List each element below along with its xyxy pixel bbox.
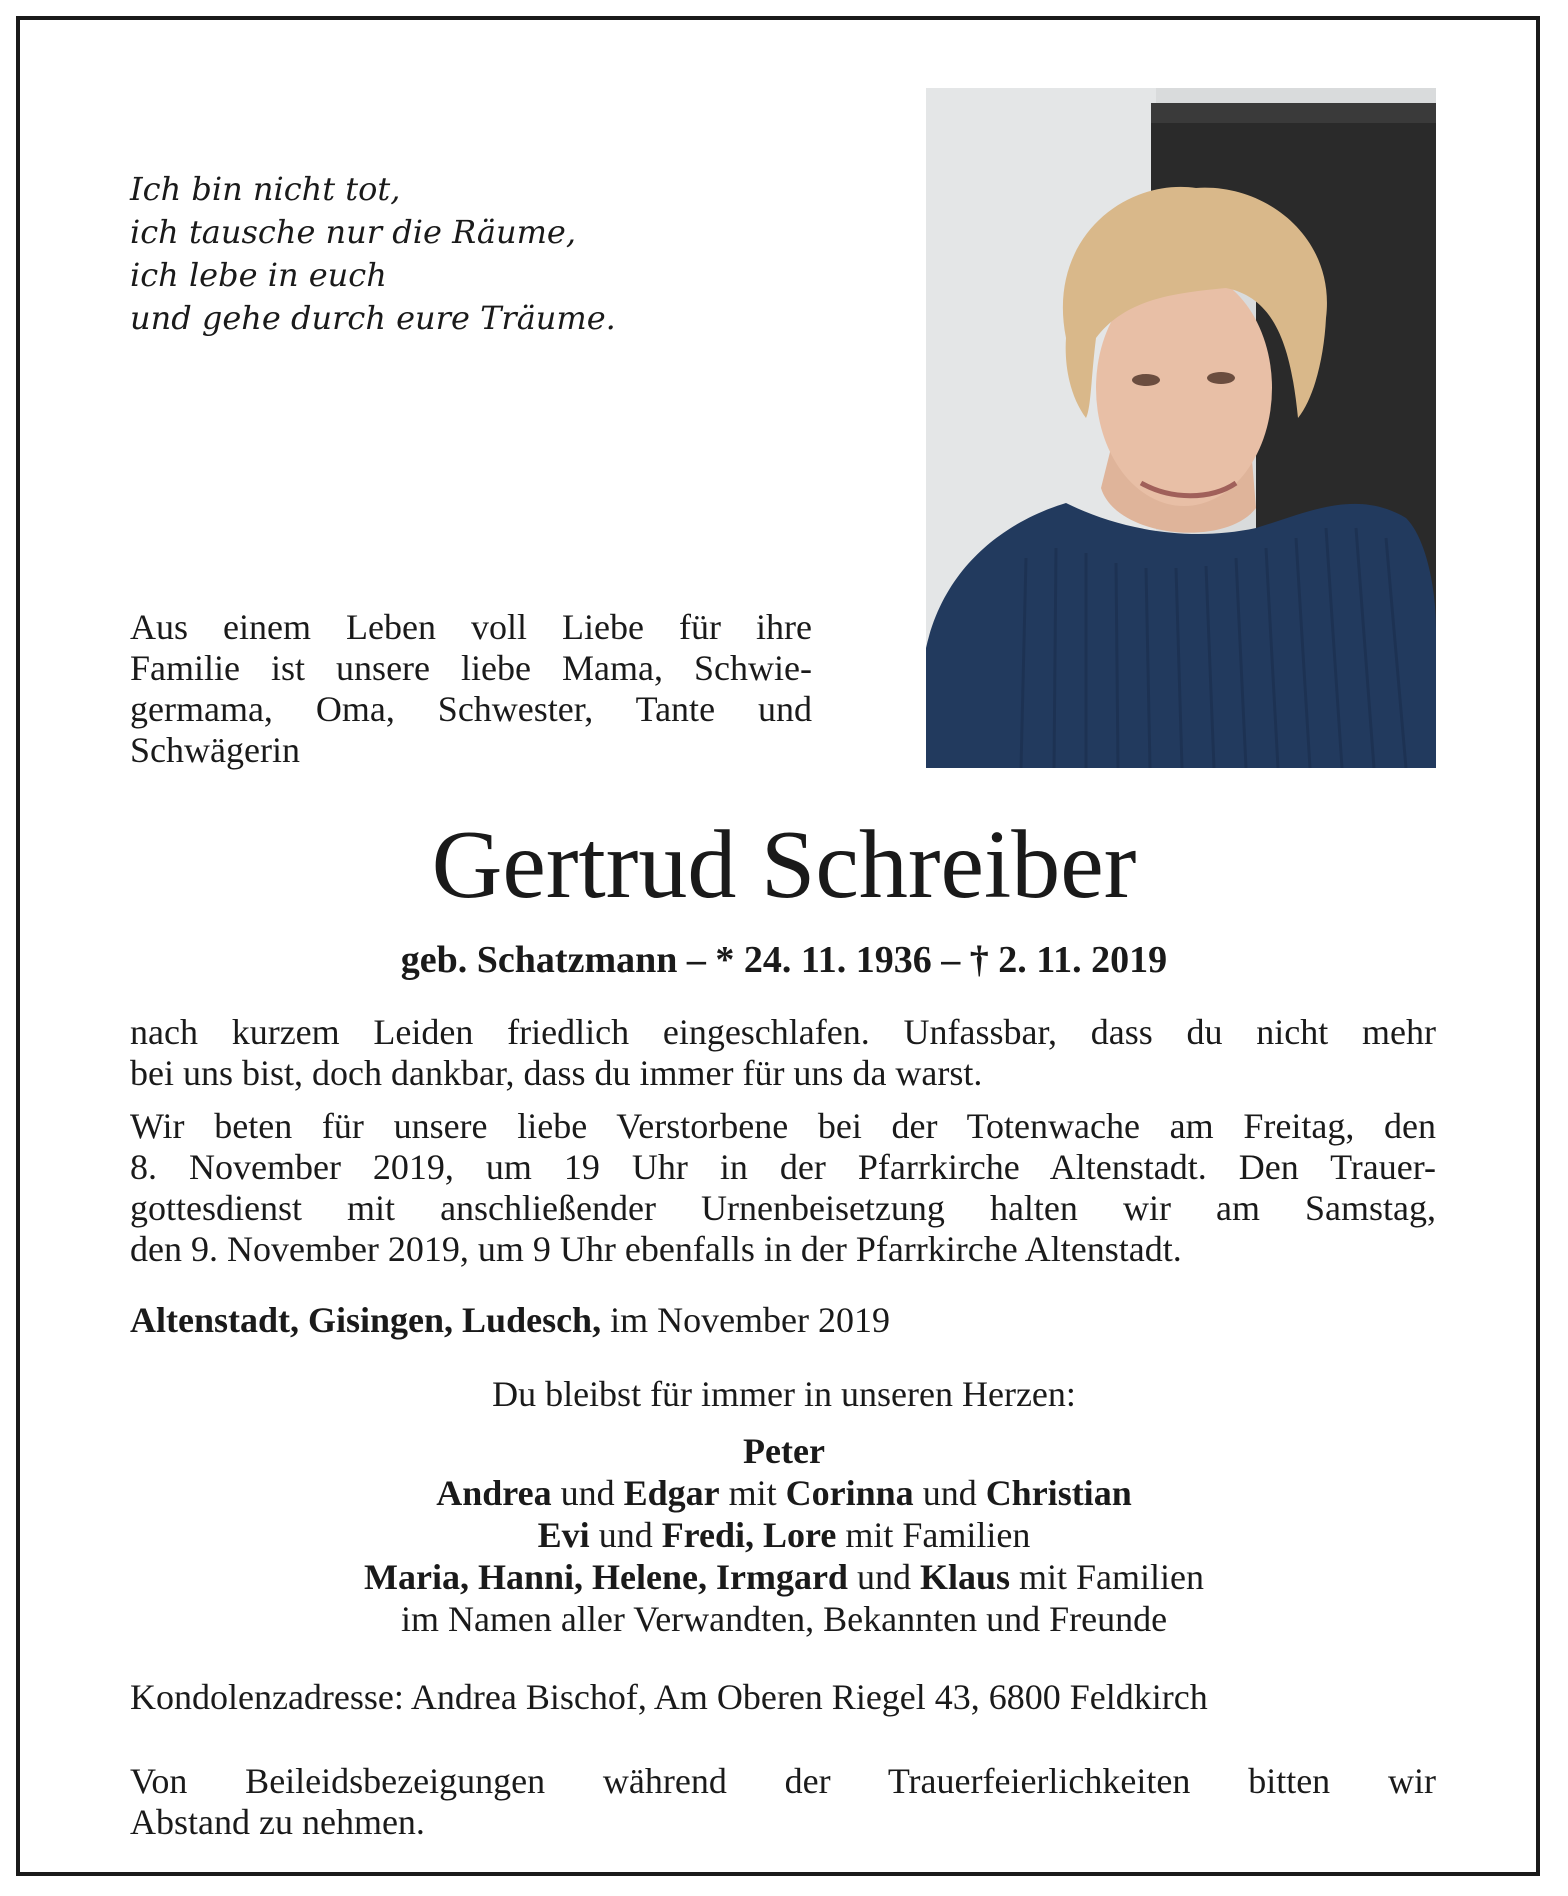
family-connector: und xyxy=(551,1473,624,1513)
family-connector: und xyxy=(589,1515,662,1555)
place-names: Altenstadt, Gisingen, Ludesch, xyxy=(130,1300,602,1340)
closing-line: Abstand zu nehmen. xyxy=(130,1802,425,1842)
paragraph-line: 8. November 2019, um 19 Uhr in der Pfarrkirche Altenstadt. Den Trauer- xyxy=(130,1147,1436,1187)
family-name: Christian xyxy=(985,1473,1132,1513)
family-name: Maria, Hanni, Helene, Irmgard xyxy=(364,1557,848,1597)
family-row xyxy=(0,1430,1568,1472)
family-name: Andrea xyxy=(436,1473,552,1513)
portrait-photo xyxy=(926,88,1436,768)
family-row xyxy=(0,1514,1568,1556)
condolence-address: Kondolenzadresse: Andrea Bischof, Am Oberen Riegel 43, 6800 Feldkirch xyxy=(130,1677,1208,1717)
intro-line: germama, Oma, Schwester, Tante und xyxy=(130,689,812,729)
paragraph-line: Wir beten für unsere liebe Verstorbene bei der Totenwache am Freitag, den xyxy=(130,1106,1436,1146)
paragraph-service xyxy=(130,1106,1436,1270)
place-date: im November 2019 xyxy=(601,1300,891,1340)
family-row xyxy=(0,1472,1568,1514)
family-connector: mit Familien xyxy=(836,1515,1031,1555)
portrait-icon xyxy=(926,88,1436,768)
family-connector: und xyxy=(847,1557,920,1597)
family-name: Peter xyxy=(743,1431,825,1471)
birth-death-dates: geb. Schatzmann – * 24. 11. 1936 – † 2. 11. 2019 xyxy=(400,939,1168,981)
poem-line: ich lebe in euch xyxy=(130,256,387,294)
family-connector: mit xyxy=(719,1473,786,1513)
family-block xyxy=(0,1373,1568,1640)
poem-line: Ich bin nicht tot, xyxy=(130,170,401,208)
place-and-date xyxy=(130,1298,1436,1342)
family-name: Fredi, Lore xyxy=(661,1515,837,1555)
family-name: Evi xyxy=(537,1515,590,1555)
family-name: Edgar xyxy=(623,1473,720,1513)
intro-line: Aus einem Leben voll Liebe für ihre xyxy=(130,607,812,647)
family-connector: mit Familien xyxy=(1010,1557,1204,1597)
paragraph-line: nach kurzem Leiden friedlich eingeschlafen. Unfassbar, dass du nicht mehr xyxy=(130,1012,1436,1052)
paragraph-line: bei uns bist, doch dankbar, dass du immer für uns da warst. xyxy=(130,1053,983,1093)
family-heading: Du bleibst für immer in unseren Herzen: xyxy=(492,1374,1076,1414)
intro-line: Familie ist unsere liebe Mama, Schwie- xyxy=(130,648,812,688)
family-row xyxy=(0,1556,1568,1598)
family-connector: und xyxy=(913,1473,986,1513)
poem-line: und gehe durch eure Träume. xyxy=(130,299,616,337)
closing-note xyxy=(130,1761,1436,1843)
poem xyxy=(130,168,750,340)
family-row: im Namen aller Verwandten, Bekannten und Freunde xyxy=(400,1599,1168,1639)
poem-line: ich tausche nur die Räume, xyxy=(130,213,577,251)
intro-line: Schwägerin xyxy=(130,730,300,770)
paragraph-line: den 9. November 2019, um 9 Uhr ebenfalls in der Pfarrkirche Altenstadt. xyxy=(130,1229,1182,1269)
paragraph-passing xyxy=(130,1012,1436,1094)
paragraph-line: gottesdienst mit anschließender Urnenbeisetzung halten wir am Samstag, xyxy=(130,1188,1436,1228)
closing-line: Von Beileidsbezeigungen während der Trauerfeierlichkeiten bitten wir xyxy=(130,1761,1436,1801)
deceased-name: Gertrud Schreiber xyxy=(431,811,1137,919)
family-name: Klaus xyxy=(919,1557,1010,1597)
intro-paragraph xyxy=(130,607,812,771)
family-name: Corinna xyxy=(785,1473,914,1513)
